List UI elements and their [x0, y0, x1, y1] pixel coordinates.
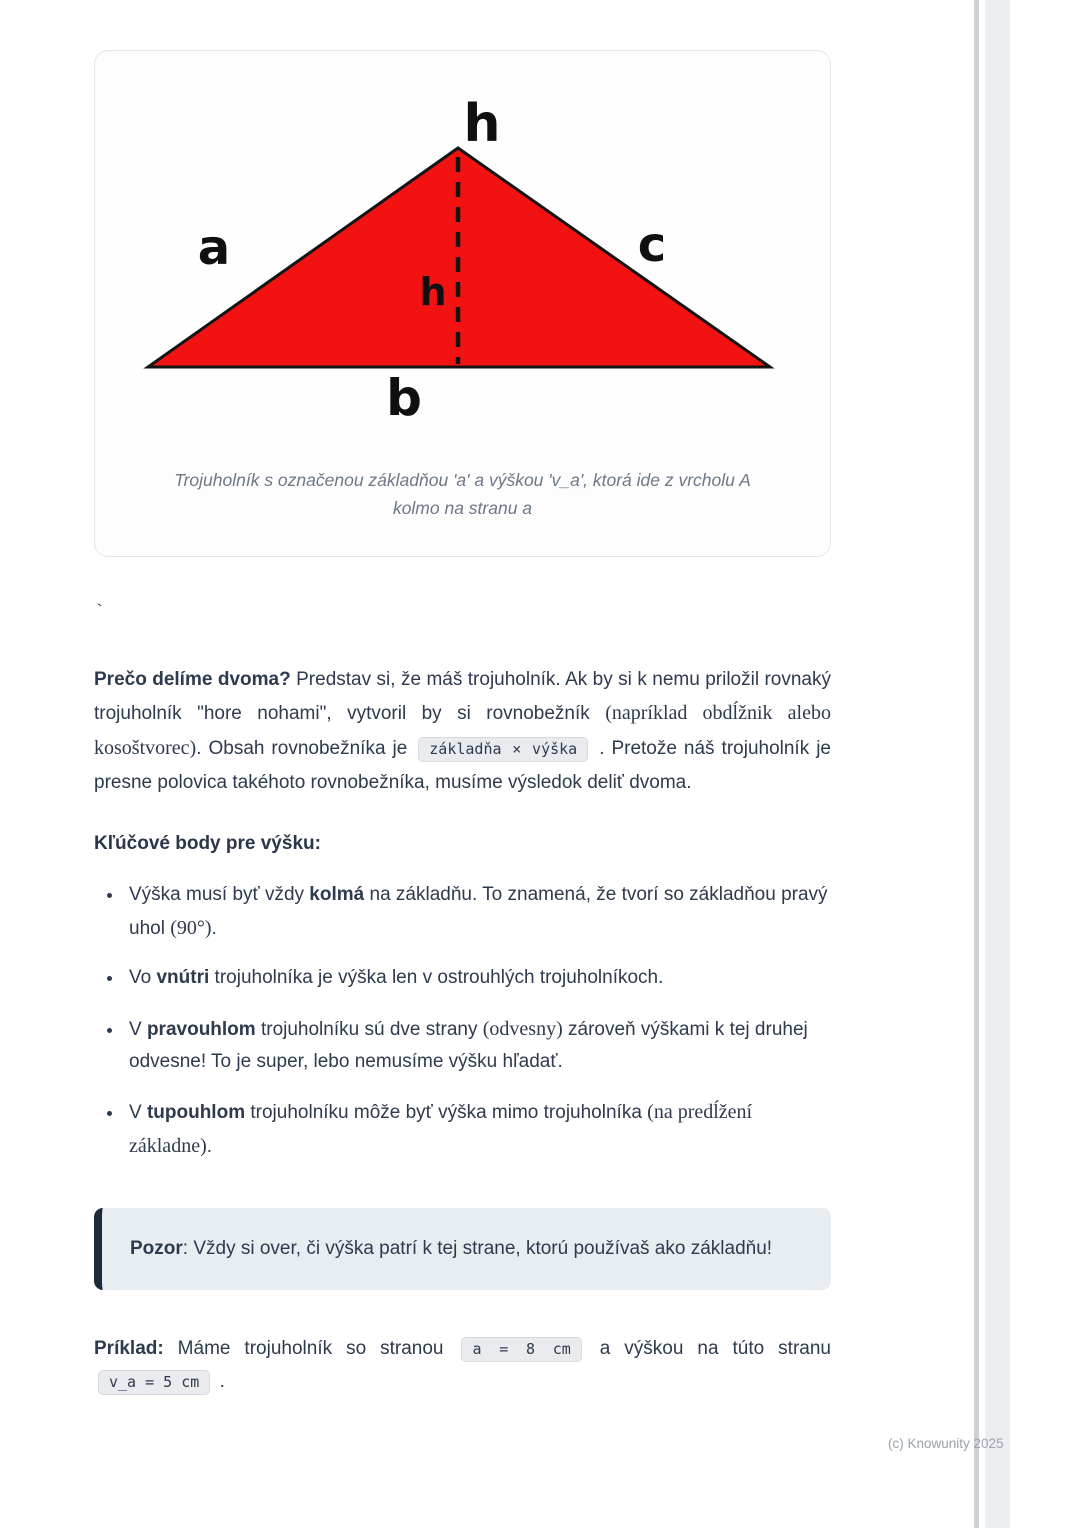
key-points-list	[94, 879, 831, 1164]
paragraph-why-divide: Prečo delíme dvoma? Predstav si, že máš trojuholník. Ak by si k nemu priložil rovnaký trojuholník "hore nohami", vytvoril by si rovnobežník (napríklad obdĺžnik alebo kosoštvorec). Obsah rovnobežníka je základňa × výška . Pretože náš trojuholník je presne polovica takéhoto rovnobežníka, musíme výsledok deliť dvoma.	[94, 669, 831, 793]
stray-backtick: `	[94, 603, 105, 623]
list-item-inside: • Vo vnútri trojuholníka je výška len v ostrouhlých trojuholníkoch.	[124, 962, 831, 994]
label-side-c: c	[637, 217, 667, 273]
copyright-note: (c) Knowunity 2025	[888, 1436, 1004, 1451]
triangle-diagram	[120, 81, 805, 444]
scrollbar[interactable]	[985, 0, 1010, 1528]
label-apex-h: h	[463, 94, 501, 154]
vertical-divider	[974, 0, 979, 1528]
key-points-heading: Kľúčové body pre výšku:	[94, 832, 321, 854]
figure-caption: Trojuholník s označenou základňou 'a' a výškou 'v_a', ktorá ide z vrcholu A kolmo na stranu a	[174, 470, 751, 518]
figure-card	[94, 50, 831, 557]
warning-callout: Pozor: Vždy si over, či výška patrí k tej strane, ktorú používaš ako základňu!	[94, 1208, 831, 1290]
list-item-obtuse-triangle: • V tupouhlom trojuholníku môže byť výška mimo trojuholníka (na predĺžení základne).	[124, 1095, 831, 1164]
list-item-right-triangle: • V pravouhlom trojuholníku sú dve strany (odvesny) zároveň výškami k tej druhej odvesne! To je super, lebo nemusíme výšku hľadať.	[124, 1012, 831, 1079]
content-column	[94, 50, 831, 1428]
paragraph-example: Príklad: Máme trojuholník so stranou a = 8 cm a výškou na túto stranu v_a = 5 cm .	[94, 1332, 831, 1398]
list-item-perpendicular: • Výška musí byť vždy kolmá na základňu. To znamená, že tvorí so základňou pravý uhol (90°).	[124, 879, 831, 946]
label-side-a: a	[197, 220, 231, 276]
triangle-svg	[120, 81, 805, 444]
label-base-b: b	[386, 369, 422, 427]
label-height-h: h	[419, 270, 447, 314]
